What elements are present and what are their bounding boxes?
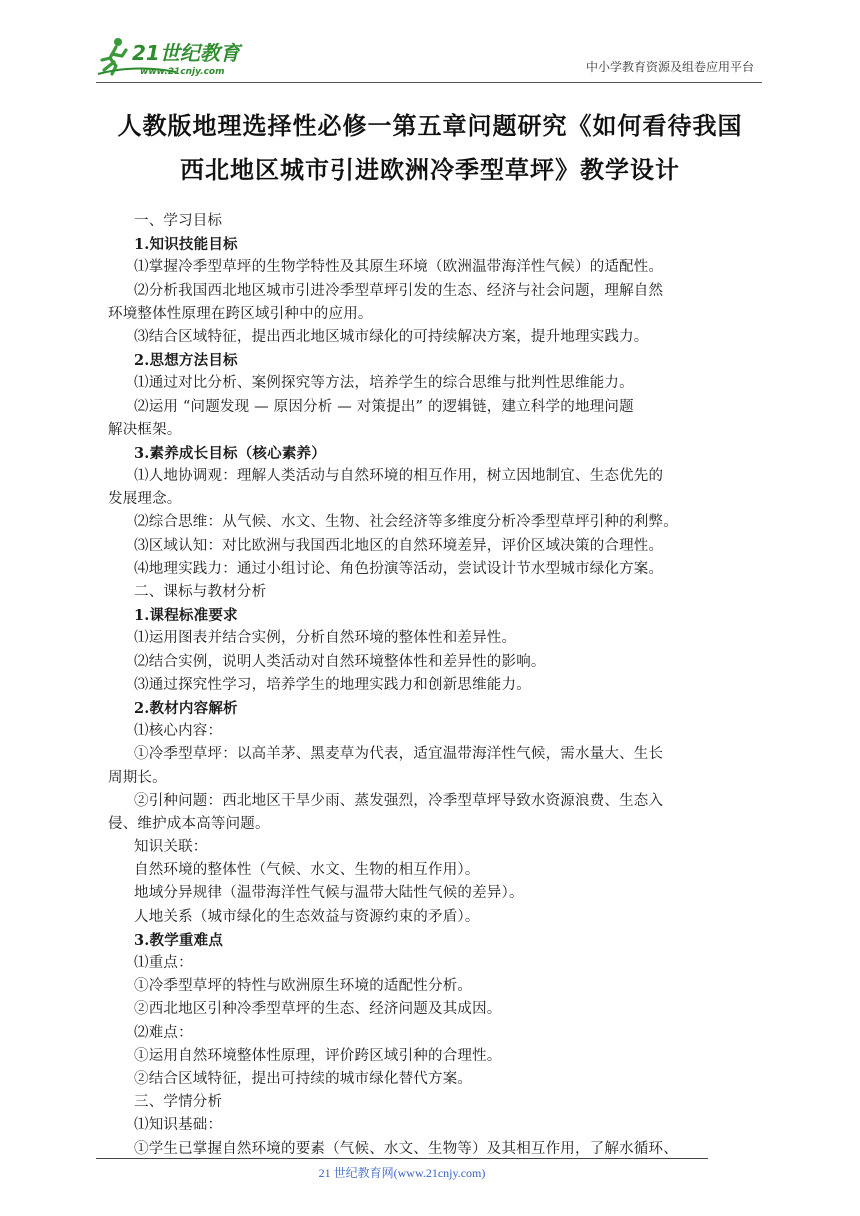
- body-line: 环境整体性原理在跨区域引种中的应用。: [108, 305, 373, 322]
- logo-url: www.21cnjy.com: [140, 67, 225, 77]
- subsection-heading: 1.知识技能目标: [134, 236, 238, 254]
- body-line: ⑴人地协调观：理解人类活动与自然环境的相互作用，树立因地制宜、生态优先的: [134, 468, 664, 485]
- page-header: [96, 34, 762, 84]
- subsection-heading: 1.课程标准要求: [134, 607, 238, 625]
- document-body: [108, 210, 764, 1161]
- body-line: ⑷地理实践力：通过小组讨论、角色扮演等活动，尝试设计节水型城市绿化方案。: [134, 560, 664, 577]
- body-line: ②引种问题：西北地区干旱少雨、蒸发强烈，冷季型草坪导致水资源浪费、生态入: [134, 792, 664, 809]
- document-title-line1: 人教版地理选择性必修一第五章问题研究《如何看待我国: [117, 112, 743, 140]
- document-title-line2: 西北地区城市引进欧洲冷季型草坪》教学设计: [180, 156, 680, 184]
- body-line: ⑴重点：: [134, 955, 193, 971]
- body-line: ①学生已掌握自然环境的要素（气候、水文、生物等）及其相互作用，了解水循环、: [134, 1140, 678, 1157]
- body-line: ②结合区域特征，提出可持续的城市绿化替代方案。: [134, 1070, 473, 1087]
- footer-divider: [96, 1158, 708, 1159]
- body-line: 地域分异规律（温带海洋性气候与温带大陆性气候的差异）。: [134, 885, 524, 902]
- subsection-heading: 3.素养成长目标（核心素养）: [134, 444, 326, 462]
- body-line: 自然环境的整体性（气候、水文、生物的相互作用）。: [134, 862, 480, 879]
- body-line: 人地关系（城市绿化的生态效益与资源约束的矛盾）。: [134, 908, 480, 925]
- body-line: ⑵结合实例，说明人类活动对自然环境整体性和差异性的影响。: [134, 653, 546, 670]
- body-line: ⑴掌握冷季型草坪的生物学特性及其原生环境（欧洲温带海洋性气候）的适配性。: [134, 259, 664, 276]
- body-line: ⑶通过探究性学习，培养学生的地理实践力和创新思维能力。: [134, 676, 531, 693]
- header-divider: [96, 82, 762, 83]
- body-line: ⑴运用图表并结合实例，分析自然环境的整体性和差异性。: [134, 630, 517, 647]
- subsection-heading: 2.思想方法目标: [134, 352, 238, 370]
- body-line: ⑶结合区域特征，提出西北地区城市绿化的可持续解决方案，提升地理实践力。: [134, 328, 649, 345]
- body-line: 知识关联：: [134, 839, 208, 856]
- body-line: ①冷季型草坪的特性与欧洲原生环境的适配性分析。: [134, 978, 473, 995]
- body-line: 发展理念。: [108, 491, 182, 508]
- body-line: ⑵综合思维：从气候、水文、生物、社会经济等多维度分析冷季型草坪引种的利弊。: [134, 514, 678, 531]
- body-line: 侵、维护成本高等问题。: [108, 815, 270, 832]
- platform-name: 中小学教育资源及组卷应用平台: [585, 60, 754, 74]
- section-heading: 三、学情分析: [134, 1094, 223, 1111]
- body-line: ⑴核心内容：: [134, 723, 223, 740]
- footer-link[interactable]: 21 世纪教育网(www.21cnjy.com): [318, 1166, 486, 1180]
- section-heading: 一、学习目标: [134, 213, 223, 229]
- body-line: ①运用自然环境整体性原理，评价跨区域引种的合理性。: [134, 1047, 502, 1064]
- body-line: 周期长。: [108, 769, 167, 786]
- logo-text: 21世纪教育: [132, 41, 240, 65]
- section-heading: 二、课标与教材分析: [134, 584, 267, 600]
- body-line: ⑴知识基础：: [134, 1117, 223, 1134]
- body-line: ⑵分析我国西北地区城市引进冷季型草坪引发的生态、经济与社会问题，理解自然: [134, 282, 664, 299]
- body-line: ②西北地区引种冷季型草坪的生态、经济问题及其成因。: [134, 1001, 502, 1018]
- logo-21cnjy: [96, 34, 266, 80]
- body-line: ①冷季型草坪：以高羊茅、黑麦草为代表，适宜温带海洋性气候，需水量大、生长: [134, 746, 664, 763]
- body-line: 解决框架。: [108, 421, 182, 438]
- body-line: ⑵运用 “问题发现 — 原因分析 — 对策提出” 的逻辑链，建立科学的地理问题: [134, 398, 634, 415]
- subsection-heading: 3.教学重难点: [134, 931, 224, 949]
- subsection-heading: 2.教材内容解析: [134, 699, 238, 717]
- body-line: ⑴通过对比分析、案例探究等方法，培养学生的综合思维与批判性思维能力。: [134, 375, 634, 392]
- body-line: ⑵难点：: [134, 1024, 193, 1041]
- body-line: ⑶区域认知：对比欧洲与我国西北地区的自然环境差异，评价区域决策的合理性。: [134, 537, 664, 554]
